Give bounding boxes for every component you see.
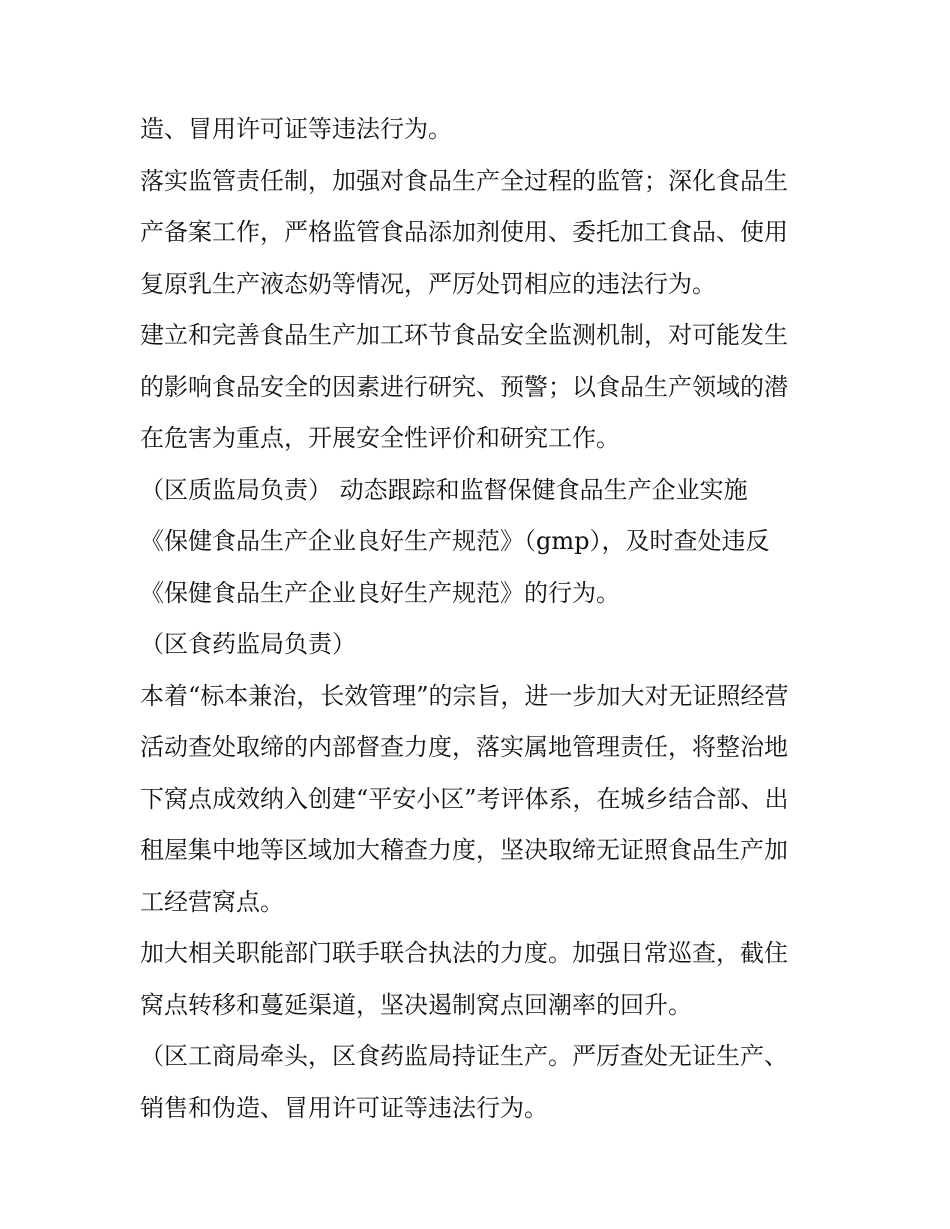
text-line: 本着“标本兼治，长效管理”的宗旨，进一步加大对无证照经营 — [140, 681, 789, 710]
text-line: 落实监管责任制，加强对食品生产全过程的监管；深化食品生 — [140, 166, 788, 195]
text-line: 建立和完善食品生产加工环节食品安全监测机制，对可能发生 — [140, 321, 788, 349]
text-line: 活动查处取缔的内部督查力度，落实属地管理责任，将整治地 — [140, 733, 788, 761]
text-line: 产备案工作，严格监管食品添加剂使用、委托加工食品、使用 — [140, 218, 788, 246]
text-line: 的影响食品安全的因素进行研究、预警；以食品生产领域的潜 — [140, 372, 788, 401]
text-line: 工经营窝点。 — [140, 887, 284, 916]
text-line: 销售和伪造、冒用许可证等违法行为。 — [140, 1093, 548, 1122]
text-line: 《保健食品生产企业良好生产规范》（gmp），及时查处违反 — [140, 527, 770, 555]
text-line: （区工商局牵头，区食药监局持证生产。严厉查处无证生产、 — [140, 1042, 788, 1070]
text-line: （区食药监局负责） — [140, 630, 356, 658]
text-line: 《保健食品生产企业良好生产规范》的行为。 — [140, 578, 620, 607]
text-line: 窝点转移和蔓延渠道，坚决遏制窝点回潮率的回升。 — [140, 990, 692, 1019]
text-line: 复原乳生产液态奶等情况，严厉处罚相应的违法行为。 — [140, 269, 716, 298]
text-line: 造、冒用许可证等违法行为。 — [140, 115, 452, 143]
text-line: 在危害为重点，开展安全性评价和研究工作。 — [140, 424, 620, 452]
text-line: 加大相关职能部门联手联合执法的力度。加强日常巡查，截住 — [140, 939, 788, 967]
text-line: 租屋集中地等区域加大稽查力度，坚决取缔无证照食品生产加 — [140, 836, 788, 864]
text-line: 下窝点成效纳入创建“平安小区”考评体系，在城乡结合部、出 — [140, 784, 789, 813]
document-body — [140, 104, 820, 1134]
text-line: （区质监局负责） 动态跟踪和监督保健食品生产企业实施 — [140, 475, 748, 504]
